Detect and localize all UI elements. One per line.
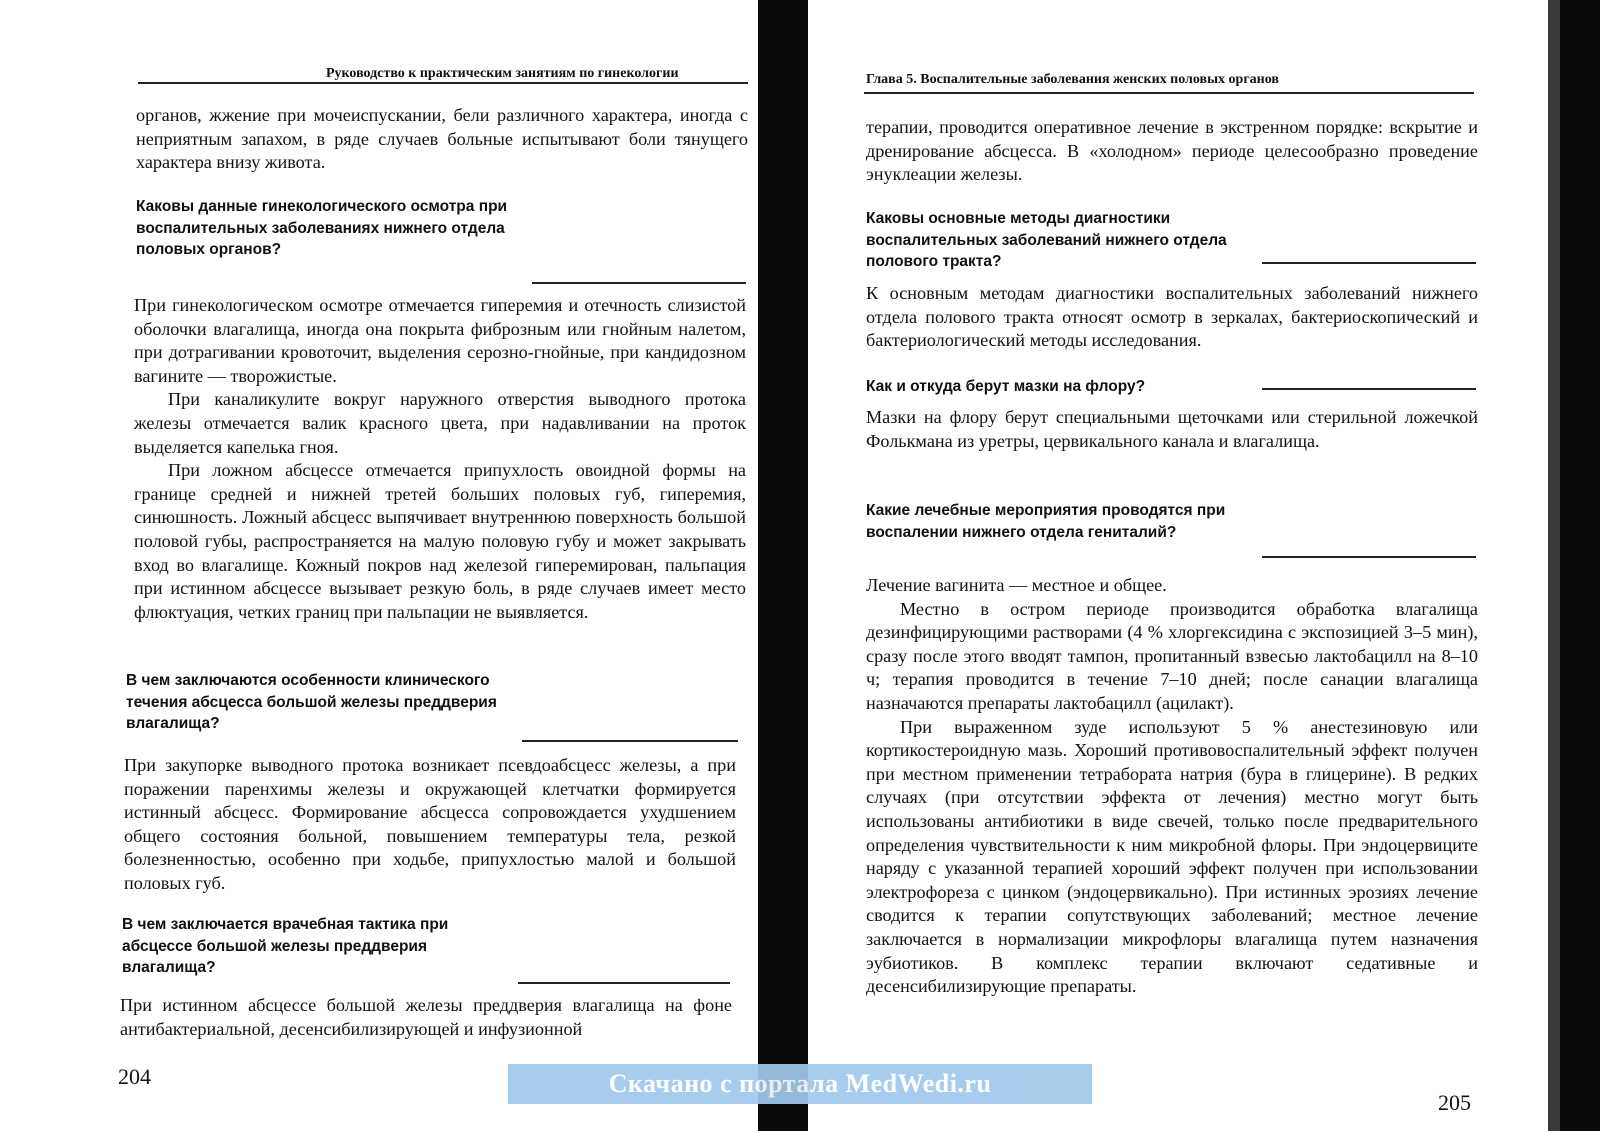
- right-answer-1: [866, 282, 1478, 353]
- right-answer-2: [866, 406, 1478, 453]
- right-question-3-rule: [1262, 556, 1476, 558]
- left-answer-1-p1: При гинекологическом осмотре отмечается гиперемия и отечность слизистой оболочки влагалища, иногда она покрыта фиброзным или гнойным налетом, при дотрагивании кровоточит, выделения серозно-гнойные, при кандидозном вагините — творожистые.: [134, 295, 746, 386]
- right-page-number: 205: [1438, 1090, 1471, 1115]
- right-question-2: Как и откуда берут мазки на флору?: [866, 378, 1146, 395]
- right-running-head: Глава 5. Воспалительные заболевания женских половых органов: [866, 72, 1279, 87]
- book-gutter-shadow: [758, 0, 808, 1131]
- left-intro-text: органов, жжение при мочеиспускании, бели различного характера, иногда с неприятным запахом, в ряде случаев больные испытывают боли тянущего характера внизу живота.: [136, 105, 748, 173]
- right-question-1: Каковы основные методы диагностики воспалительных заболеваний нижнего отдела полового тракта?: [866, 210, 1227, 270]
- scan-edge-shadow: [1548, 0, 1560, 1131]
- download-watermark-banner: [508, 1064, 1092, 1104]
- right-answer-3: [866, 574, 1478, 999]
- scan-edge: [1560, 0, 1600, 1131]
- left-answer-1-p2: При каналикулите вокруг наружного отверстия выводного протока железы отмечается валик красного цвета, при надавливании на проток выделяется капелька гноя.: [134, 389, 746, 457]
- right-intro-paragraph: [866, 116, 1478, 187]
- right-header-rule: [864, 92, 1474, 94]
- left-answer-3-text: При истинном абсцессе большой железы преддверия влагалища на фоне антибактериальной, десенсибилизирующей и инфузионной: [120, 995, 732, 1039]
- right-answer-1-text: К основным методам диагностики воспалительных заболеваний нижнего отдела полового тракта относят осмотр в зеркалах, бактериоскопический и бактериологический методы исследования.: [866, 283, 1478, 351]
- left-question-2-rule: [522, 740, 738, 742]
- right-intro-text: терапии, проводится оперативное лечение в экстренном порядке: вскрытие и дренирование абсцесса. В «холодном» периоде целесообразно проведение энуклеации железы.: [866, 117, 1478, 185]
- left-answer-1-p3: При ложном абсцессе отмечается припухлость овоидной формы на границе средней и нижней третей больших половых губ, гиперемия, синюшность. Ложный абсцесс выпячивает внутреннюю поверхность большой половой губы, распространяется на малую половую губу и может закрывать вход во влагалище. Кожный покров над железой гиперемирован, пальпация при истинном абсцессе вызывает резкую боль, в ряде случаев имеет место флюктуация, четких границ при пальпации не выявляется.: [134, 460, 746, 622]
- left-question-3: В чем заключается врачебная тактика при абсцессе большой железы преддверия влагалища?: [122, 916, 449, 976]
- left-answer-2-text: При закупорке выводного протока возникает псевдоабсцесс железы, а при поражении паренхимы железы и окружающей клетчатки формируется истинный абсцесс. Формирование абсцесса сопровождается ухудшением общего состояния больной, повышением температуры тела, резкой болезненностью, особенно при ходьбе, припухлостью малой и большой половых губ.: [124, 755, 736, 893]
- left-page-number: 204: [118, 1064, 151, 1089]
- left-question-3-rule: [518, 982, 730, 984]
- left-question-2: В чем заключаются особенности клинического течения абсцесса большой железы преддверия влагалища?: [126, 672, 497, 732]
- right-question-2-rule: [1262, 388, 1476, 390]
- watermark-text: Скачано с портала MedWedi.ru: [608, 1069, 992, 1098]
- left-running-head: Руководство к практическим занятиям по гинекологии: [326, 66, 679, 81]
- right-question-1-rule: [1262, 262, 1476, 264]
- right-answer-3-p3: При выраженном зуде используют 5 % анестезиновую или кортикостероидную мазь. Хороший противовоспалительный эффект получен при местном применении тетрабората натрия (бура в глицерине). В редких случаях (при отсутствии эффекта от лечения) местно могут быть использованы антибиотики в виде свечей, только после предварительного определения чувствительности к ним микробной флоры. При эндоцервиците наряду с указанной терапией хороший эффект получен при использовании электрофореза с цинком (эндоцервикально). При истинных эрозиях лечение сводится к терапии сопутствующих заболеваний; местное лечение заключается в нормализации микрофлоры влагалища путем назначения эубиотиков. В комплекс терапии включают седативные и десенсибилизирующие препараты.: [866, 716, 1478, 997]
- left-intro-paragraph: [136, 104, 748, 175]
- left-answer-3: [120, 994, 732, 1041]
- left-answer-2: [124, 754, 736, 896]
- left-answer-1: [134, 294, 746, 624]
- right-answer-3-p2: Местно в остром периоде производится обработка влагалища дезинфицирующими растворами (4 % хлоргексидина с экспозицией 3–5 мин), сразу после этого вводят тампон, пропитанный взвесью лактобацилл на 8–10 ч; терапия проводится в течение 7–10 дней; после санации влагалища назначаются препараты лактобацилл (ацилакт).: [866, 598, 1478, 713]
- left-question-1-rule: [532, 282, 746, 284]
- right-question-3: Какие лечебные мероприятия проводятся при воспалении нижнего отдела гениталий?: [866, 502, 1226, 541]
- right-answer-2-text: Мазки на флору берут специальными щеточками или стерильной ложечкой Фолькмана из уретры, цервикального канала и влагалища.: [866, 407, 1478, 451]
- left-header-rule: [138, 82, 748, 84]
- right-answer-3-p1: Лечение вагинита — местное и общее.: [866, 575, 1167, 595]
- left-question-1: Каковы данные гинекологического осмотра при воспалительных заболеваниях нижнего отдела половых органов?: [136, 198, 508, 258]
